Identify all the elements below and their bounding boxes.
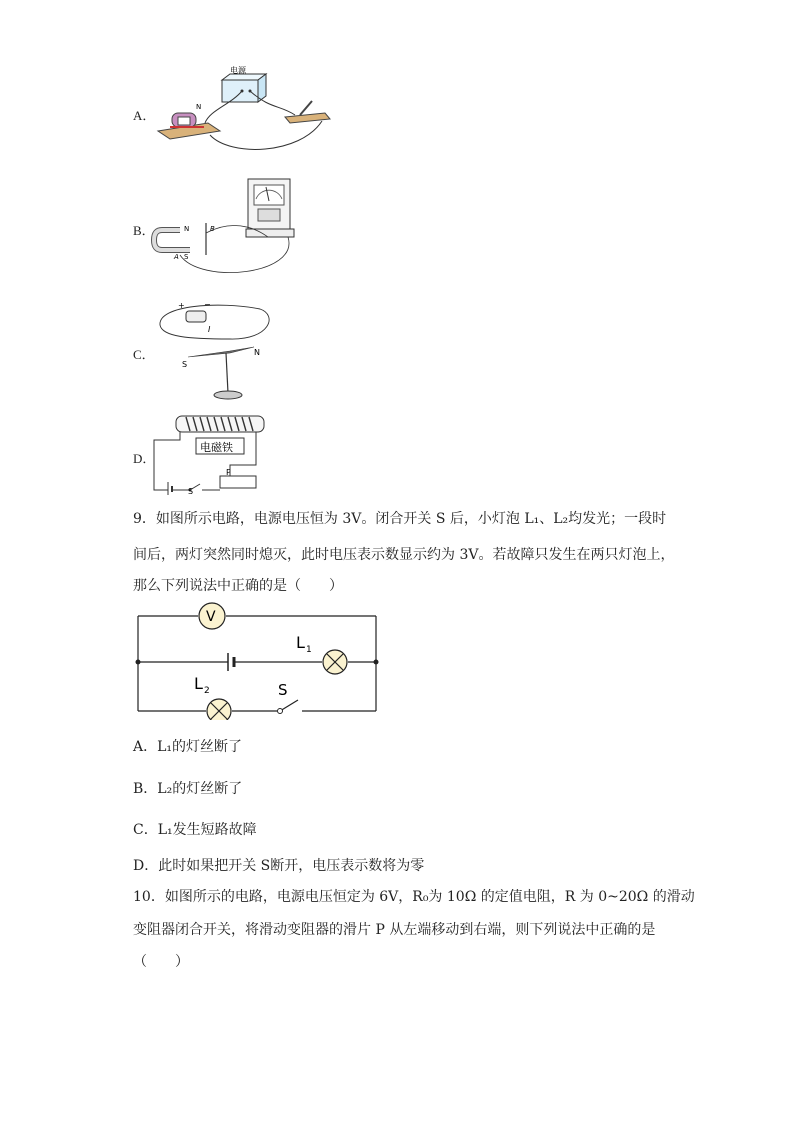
option-d-label: D． — [133, 451, 156, 466]
q9-option-d: D．此时如果把开关 S断开，电压表示数将为零 — [133, 858, 425, 874]
c-plus-label: + — [178, 301, 185, 310]
option-c-label: C． — [133, 347, 155, 362]
l2-subscript: 2 — [204, 686, 210, 696]
b-b-label: B — [210, 225, 215, 233]
q9-circuit-diagram — [130, 596, 390, 720]
l1-label: L — [296, 633, 305, 652]
d-electromagnet-label: 电磁铁 — [200, 441, 233, 454]
q9-line-1: 9．如图所示电路，电源电压恒为 3V。闭合开关 S 后，小灯泡 L₁、L₂均发光；一段时 — [133, 511, 667, 527]
d-p-label: P — [226, 468, 231, 477]
option-b-label: B． — [133, 223, 155, 238]
q10-line-3: （ ） — [133, 954, 189, 970]
switch-label: S — [278, 681, 288, 699]
c-s-label: S — [182, 360, 188, 369]
q9-option-a: A．L₁的灯丝断了 — [133, 739, 243, 755]
q9-line-3: 那么下列说法中正确的是（ ） — [133, 578, 343, 594]
q9-option-c: C．L₁发生短路故障 — [133, 822, 257, 838]
l2-label: L — [194, 674, 203, 693]
l1-subscript: 1 — [306, 645, 312, 655]
c-i-label: I — [208, 325, 211, 334]
c-minus-label: − — [204, 300, 211, 309]
a-n-label: N — [196, 103, 202, 111]
a-power-label: 电源 — [230, 66, 246, 75]
c-n-label: N — [254, 348, 260, 357]
option-d-figure — [150, 410, 270, 495]
option-b-figure — [150, 175, 300, 285]
b-a-label: A — [174, 253, 179, 261]
b-s-label: S — [184, 253, 189, 261]
q10-line-1: 10．如图所示的电路，电源电压恒定为 6V，R₀为 10Ω 的定值电阻，R 为 0~20Ω 的滑动 — [133, 889, 695, 905]
option-a-label: A． — [133, 108, 156, 123]
option-a-figure — [150, 65, 340, 160]
b-n-label: N — [184, 225, 190, 233]
q9-line-2: 间后，两灯突然同时熄灭，此时电压表示数显示约为 3V。若故障只发生在两只灯泡上， — [133, 547, 675, 563]
d-s-label: S — [188, 487, 194, 495]
lamp-l2-icon — [207, 699, 231, 720]
q9-option-b: B．L₂的灯丝断了 — [133, 781, 243, 797]
q10-line-2: 变阻器闭合开关，将滑动变阻器的滑片 P 从左端移动到右端，则下列说法中正确的是 — [133, 922, 656, 938]
lamp-l1-icon — [323, 650, 347, 674]
voltmeter-label: V — [206, 609, 216, 625]
option-c-figure — [150, 295, 280, 405]
